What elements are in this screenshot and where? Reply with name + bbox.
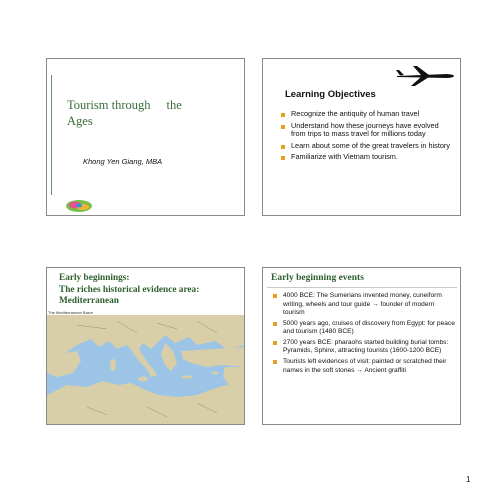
slide-title: Early beginning events (271, 273, 364, 283)
mediterranean-map (47, 315, 245, 425)
bullet-icon (281, 145, 285, 149)
slide-4-early-events (262, 267, 461, 425)
map-caption: The Mediterranean Basin (48, 310, 93, 315)
bullet-text: Familiarize with Vietnam tourism. (291, 152, 398, 162)
bullet-text: 2700 years BCE: pharaohs started building burial tombs: Pyramids, Sphinx, attracting tourists (1600-1200 BCE) (283, 338, 449, 355)
bullet-icon (273, 322, 277, 326)
bullet-text: Understand how these journeys have evolved from trips to mass travel for millions today (291, 120, 439, 139)
events-list (271, 292, 457, 377)
bullet-icon (281, 113, 285, 117)
bullet-icon (281, 156, 285, 160)
title-line: Early beginnings: (59, 273, 130, 283)
bullet-text: Tourists left evidences of visit: painted or scratched their names in the soft stones → Ancient graffiti (283, 358, 447, 374)
list-item (279, 122, 455, 139)
title-text-1: Tourism through (67, 98, 151, 112)
list-item (271, 320, 457, 337)
list-item (271, 358, 457, 375)
title-line: The riches historical evidence area: (59, 284, 200, 295)
list-item (279, 110, 455, 119)
slide-title: Learning Objectives (285, 89, 376, 100)
title-text-2: the (166, 98, 182, 112)
list-item (279, 153, 455, 162)
divider (267, 287, 457, 288)
bullet-icon (281, 125, 285, 129)
bullet-icon (273, 341, 277, 345)
airplane-icon (395, 65, 455, 87)
slide-2-objectives (262, 58, 461, 216)
slide-title (59, 273, 245, 308)
bullet-text: Recognize the antiquity of human travel (291, 109, 420, 118)
author: Khong Yen Giang, MBA (83, 157, 163, 166)
title-line: Mediterranean (59, 296, 119, 307)
bullet-icon (273, 360, 277, 364)
list-item (279, 142, 455, 151)
bullet-text: 5000 years ago, cruises of discovery from Egypt: for peace and tourism (1480 BCE) (283, 319, 455, 336)
bullet-text: Learn about some of the great travelers in history (291, 140, 450, 150)
bullet-icon (273, 294, 277, 298)
objectives-list (279, 110, 455, 165)
bullet-text: 4000 BCE: The Sumerians invented money, cuneiform writing, wheels and tour guide → founder of modern tourism (283, 292, 442, 316)
slide-1-title (46, 58, 245, 216)
title-text-3: Ages (67, 114, 93, 128)
page-number: 1 (466, 475, 471, 484)
list-item (271, 339, 457, 356)
slide-3-early-beginnings (46, 267, 245, 425)
list-item (271, 292, 457, 318)
decorative-line (51, 75, 58, 195)
presentation-title (67, 97, 243, 129)
logo-icon (65, 199, 93, 213)
